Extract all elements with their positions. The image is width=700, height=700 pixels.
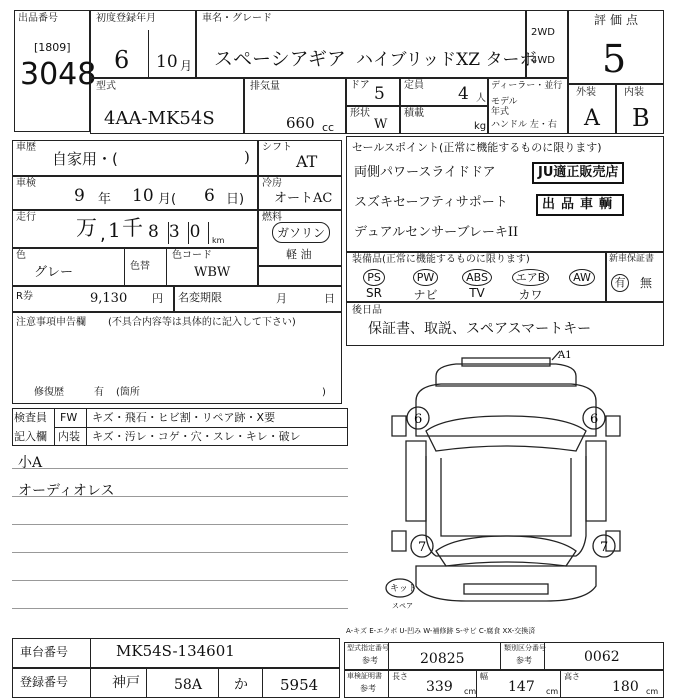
recycle-unit: 円 [152,292,163,305]
mileage-comma: , [100,224,106,245]
plate-number: 5954 [280,676,319,694]
color-div1 [124,248,125,286]
dealer-model-year: モデル 年式 [491,97,518,117]
repair-label: 修復歴 [34,387,64,398]
warranty-yes: 有 [611,274,629,292]
inspection-month: 10 [132,186,154,206]
inspector-interior: 内装 [58,430,80,443]
color-code: WBW [194,265,231,280]
mileage-sen: 千 [122,216,143,240]
inspector-interior-text: キズ・汚レ・コゲ・穴・スレ・キレ・破レ [92,430,301,443]
capacity-value: 4 [458,84,469,104]
registration-month-unit: 月 [180,59,193,73]
inspector-fw-text: キズ・飛石・ヒビ割・リペア跡・X要 [92,411,276,424]
displacement-value: 660 [286,114,315,132]
dims-div3 [560,670,561,698]
fuel-gasoline: ガソリン [272,222,330,243]
mileage-div1 [168,222,169,244]
accessories-value: 保証書、取説、スペアスマートキー [368,321,592,337]
car-damage-diagram [346,346,664,626]
color-value: グレー [34,265,74,280]
displacement-label: 排気量 [250,81,280,92]
listing-stamp: 出品車輌 [536,194,624,216]
usage-label: 車歴 [16,142,36,153]
drive-2wd: 2WD [531,27,555,38]
diagram-spare-sub: スペア [392,602,413,610]
fuel-extra-box [258,266,342,286]
inspector-fw: FW [60,411,78,424]
color-change-label: 色替 [130,261,150,272]
inspection-label: 車検 [16,178,36,189]
color-code-label: 色コード [172,250,212,261]
ac-value: オートAC [274,191,333,206]
inspection-year-unit: 年 [98,192,112,207]
model-value: 4AA-MK54S [104,108,215,129]
namechange-day: 日 [324,292,335,305]
inspection-day: 6 [204,186,215,206]
salepoint-2: スズキセーフティサポート [354,195,508,210]
repair-close: ) [322,387,326,398]
repair-value: 有 [94,387,104,398]
mileage-value: 1 [108,218,121,242]
mileage-label: 走行 [16,212,36,223]
namechange-label: 名変期限 [178,291,222,304]
diagram-mark-rear-right: 7 [600,540,609,555]
lot-year-tag: [1809] [34,41,71,54]
dims-label: 車検証明書 [347,672,382,680]
dims-div [388,670,389,698]
handwritten-note-2: オーディオレス [18,483,115,499]
exterior-value: A [584,106,600,131]
plate-div3 [218,668,219,698]
plate-div4 [262,668,263,698]
fuel-label: 燃料 [262,212,282,223]
registration-divider [148,30,149,78]
typecert-div [388,642,389,670]
dims-length: 339 [426,679,453,695]
shape-value: W [374,117,388,132]
inspector-label1: 検査員 [14,411,47,424]
inspection-month-unit: 月( [158,192,177,207]
mileage-div2 [188,222,189,244]
inspector-hdiv [54,427,348,428]
typecert-value: 20825 [420,651,465,667]
notes-lines [12,446,348,624]
plate-region: 神戸 [112,675,140,691]
diagram-mark-front-right: 6 [590,412,599,427]
exterior-label: 外装 [576,87,596,98]
usage-close: ) [244,148,250,166]
dims-len-unit: cm [464,687,477,696]
mileage-div3 [208,222,209,244]
load-unit: kg [474,121,487,132]
equip-item-abs: ABS TV [455,266,499,300]
diagram-mark-front-left: 6 [414,412,423,427]
diagram-spare: キット [390,584,417,594]
inspection-year: 9 [74,186,85,206]
equip-item-pw: PW ナビ [413,271,438,302]
shape-label: 形状 [350,108,370,119]
model-label: 型式 [96,81,116,92]
typecert-cat-label: 類別区分番号 [504,644,546,652]
displacement-unit: cc [322,121,335,134]
color-div2 [166,248,167,286]
capacity-unit: 人 [476,93,486,104]
dims-hgt-label: 高さ [564,672,580,681]
mileage-unit: km [212,236,225,245]
chassis-value: MK54S-134601 [116,642,235,660]
registration-label: 初度登録年月 [96,13,156,24]
notes-label: 注意事項申告欄 [16,317,86,328]
dims-width: 147 [508,679,535,695]
dims-hgt-unit: cm [646,687,659,696]
dims-sub: 参考 [360,684,376,693]
door-value: 5 [374,84,385,104]
diagram-mark-a1: A1 [558,350,572,361]
car-grade: ハイブリッドXZ ターボ [356,50,537,70]
accessories-label: 後日品 [352,305,382,316]
handwritten-note-1: 小A [18,455,43,471]
inspector-label2: 記入欄 [14,430,47,443]
drive-box [526,10,568,78]
typecert-sub: 参考 [362,656,378,665]
equipment-label: 装備品(正常に機能するものに限ります) [352,254,530,265]
mileage-rest: 830 [148,222,211,242]
plate-label: 登録番号 [20,675,69,689]
inspection-day-unit: 日) [226,192,245,207]
chassis-div [90,638,91,668]
usage-box [12,140,258,176]
mileage-man: 万 [76,216,97,240]
ju-stamp: JU適正販売店 [532,162,624,184]
repair-place: (箇所 [116,387,140,398]
dims-height: 180 [612,679,639,695]
shift-label: シフト [262,142,292,153]
ac-label: 冷房 [262,178,282,189]
recycle-value: 9,130 [90,291,128,306]
diagram-mark-rear-left: 7 [418,540,427,555]
dims-wid-unit: cm [546,687,559,696]
warranty-no: 無 [640,276,653,290]
color-label: 色 [16,250,26,261]
notes-sub: (不具合内容等は具体的に記入して下さい) [108,317,296,328]
lot-label: 出品番号 [18,13,58,24]
dealer-label: ディーラー・並行 [491,81,563,91]
dealer-handle: ハンドル 左・右 [491,120,557,130]
capacity-label: 定員 [404,80,424,91]
dims-wid-label: 幅 [480,672,488,681]
interior-label: 内装 [624,87,644,98]
fuel-diesel: 軽 油 [286,248,312,261]
typecert-div3 [544,642,545,670]
typecert-cat-sub: 参考 [516,656,532,665]
shift-value: AT [296,152,318,171]
salepoint-3: デュアルセンサーブレーキII [354,225,519,240]
salepoints-label: セールスポイント(正常に機能するものに限ります) [352,141,602,154]
damage-legend: A-キズ E-エクボ U-凹み W-補修跡 S-サビ C-腐食 XX-交換済 [346,627,536,635]
equip-item-aw: AW [562,266,602,300]
recycle-label: R券 [16,291,33,302]
salepoint-1: 両側パワースライドドア [354,165,496,180]
equipment-row [352,266,602,300]
chassis-label: 車台番号 [20,645,69,659]
car-name: スペーシアギア [214,48,346,70]
plate-class: 58A [174,677,202,693]
score-value: 5 [602,37,627,81]
registration-month: 10 [156,52,178,72]
typecert-div2 [500,642,501,670]
door-label: ドア [350,80,370,91]
plate-kana: か [234,677,248,693]
score-label: 評価点 [594,13,643,27]
load-label: 積載 [404,108,424,119]
namechange-month: 月 [276,292,287,305]
usage-value: 自家用・( [52,150,118,168]
plate-div [90,668,91,698]
dims-len-label: 長さ [392,672,408,681]
registration-year: 6 [114,46,130,74]
dims-div2 [476,670,477,698]
drive-4wd: 4WD [531,55,555,66]
plate-div2 [146,668,147,698]
interior-value: B [632,104,650,132]
carname-label: 車名・グレード [202,13,272,24]
equip-item-ps: PS SR [352,266,396,300]
equip-item-airbag: エアB カワ [507,266,555,300]
warranty-label: 新車保証書 [609,254,655,264]
typecert-label: 型式指定番号 [347,644,389,652]
lot-number: 3048 [20,57,97,92]
typecert-cat-value: 0062 [584,649,620,665]
